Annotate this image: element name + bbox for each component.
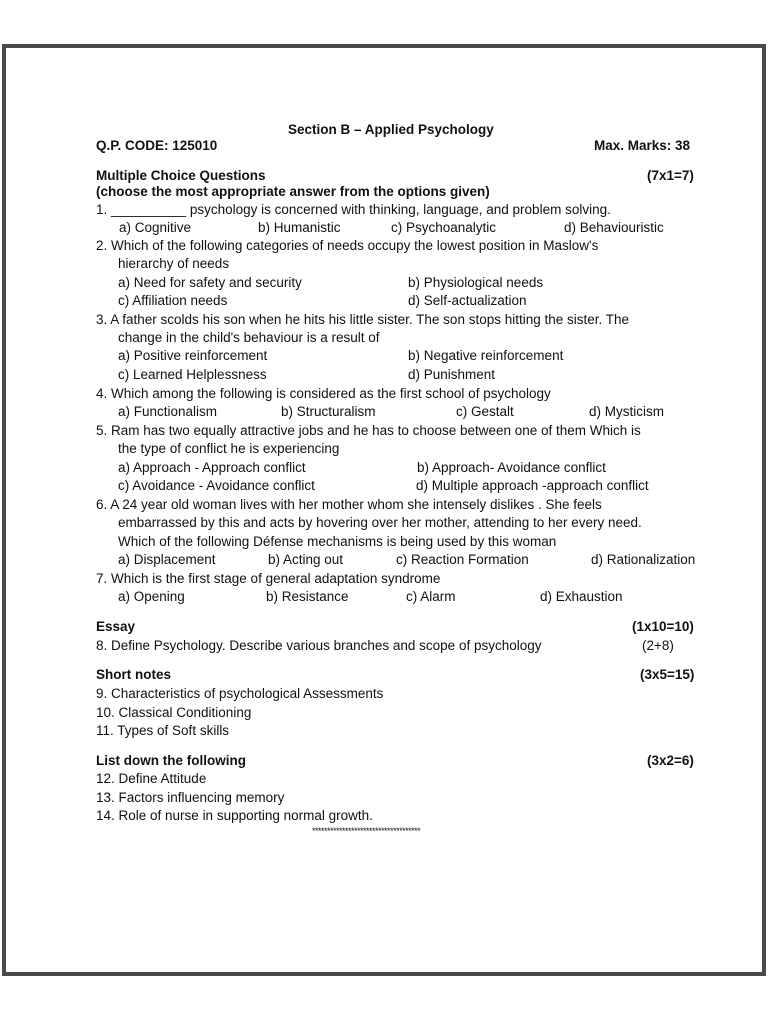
q5-option-d: d) Multiple approach -approach conflict — [416, 478, 649, 493]
question-2: 2. Which of the following categories of needs occupy the lowest position in Maslow's — [96, 238, 599, 253]
list-down-marks: (3x2=6) — [647, 753, 694, 768]
question-6: 6. A 24 year old woman lives with her mother whom she intensely dislikes . She feels — [96, 497, 602, 512]
q7-option-c: c) Alarm — [406, 589, 456, 604]
question-9: 9. Characteristics of psychological Assessments — [96, 686, 384, 701]
q2-option-c: c) Affiliation needs — [118, 293, 228, 308]
question-4: 4. Which among the following is considered as the first school of psychology — [96, 386, 551, 401]
q6-option-a: a) Displacement — [118, 552, 216, 567]
question-3-cont: change in the child's behaviour is a result of — [118, 330, 380, 345]
q3-option-a: a) Positive reinforcement — [118, 348, 268, 363]
q4-option-c: c) Gestalt — [456, 404, 514, 419]
q7-option-d: d) Exhaustion — [540, 589, 623, 604]
question-12: 12. Define Attitude — [96, 771, 207, 786]
q2-option-d: d) Self-actualization — [408, 293, 527, 308]
q6-option-b: b) Acting out — [268, 552, 344, 567]
question-5: 5. Ram has two equally attractive jobs and he has to choose between one of them Which is — [96, 423, 641, 438]
question-7: 7. Which is the first stage of general adaptation syndrome — [96, 571, 441, 586]
max-marks: Max. Marks: 38 — [594, 138, 691, 153]
q4-option-a: a) Functionalism — [118, 404, 218, 419]
question-10: 10. Classical Conditioning — [96, 705, 252, 720]
question-2-cont: hierarchy of needs — [118, 256, 230, 271]
short-notes-marks: (3x5=15) — [640, 667, 695, 682]
question-13: 13. Factors influencing memory — [96, 790, 285, 805]
list-down-heading: List down the following — [96, 753, 246, 768]
mcq-marks: (7x1=7) — [647, 168, 694, 183]
question-1: 1. __________ psychology is concerned with thinking, language, and problem solving. — [96, 202, 611, 217]
question-14: 14. Role of nurse in supporting normal growth. — [96, 808, 373, 823]
q4-option-d: d) Mysticism — [589, 404, 664, 419]
question-11: 11. Types of Soft skills — [96, 723, 230, 738]
question-6-cont-1: embarrassed by this and acts by hovering over her mother, attending to her every need. — [118, 515, 642, 530]
mcq-heading: Multiple Choice Questions — [96, 168, 266, 183]
end-of-paper-stars: ************************************ — [312, 826, 421, 836]
question-6-cont-2: Which of the following Défense mechanisms is being used by this woman — [118, 534, 557, 549]
q5-option-c: c) Avoidance - Avoidance conflict — [118, 478, 315, 493]
q1-option-d: d) Behaviouristic — [564, 220, 664, 235]
q1-option-a: a) Cognitive — [119, 220, 192, 235]
q7-option-b: b) Resistance — [266, 589, 349, 604]
q5-option-a: a) Approach - Approach conflict — [118, 460, 306, 475]
q1-option-c: c) Psychoanalytic — [391, 220, 497, 235]
q6-option-c: c) Reaction Formation — [396, 552, 529, 567]
q7-option-a: a) Opening — [118, 589, 185, 604]
qp-code: Q.P. CODE: 125010 — [96, 138, 218, 153]
question-5-cont: the type of conflict he is experiencing — [118, 441, 340, 456]
question-8-marks: (2+8) — [642, 638, 674, 653]
essay-heading: Essay — [96, 619, 136, 634]
q3-option-d: d) Punishment — [408, 367, 496, 382]
q3-option-b: b) Negative reinforcement — [408, 348, 564, 363]
q6-option-d: d) Rationalization — [591, 552, 696, 567]
essay-marks: (1x10=10) — [632, 619, 694, 634]
question-8: 8. Define Psychology. Describe various branches and scope of psychology — [96, 638, 542, 653]
q4-option-b: b) Structuralism — [281, 404, 376, 419]
mcq-instruction: (choose the most appropriate answer from the options given) — [96, 184, 490, 199]
q2-option-a: a) Need for safety and security — [118, 275, 302, 290]
q1-option-b: b) Humanistic — [258, 220, 341, 235]
q3-option-c: c) Learned Helplessness — [118, 367, 267, 382]
section-title: Section B – Applied Psychology — [288, 122, 494, 137]
short-notes-heading: Short notes — [96, 667, 172, 682]
q2-option-b: b) Physiological needs — [408, 275, 544, 290]
q5-option-b: b) Approach- Avoidance conflict — [417, 460, 606, 475]
question-3: 3. A father scolds his son when he hits his little sister. The son stops hitting the sister. The — [96, 312, 630, 327]
